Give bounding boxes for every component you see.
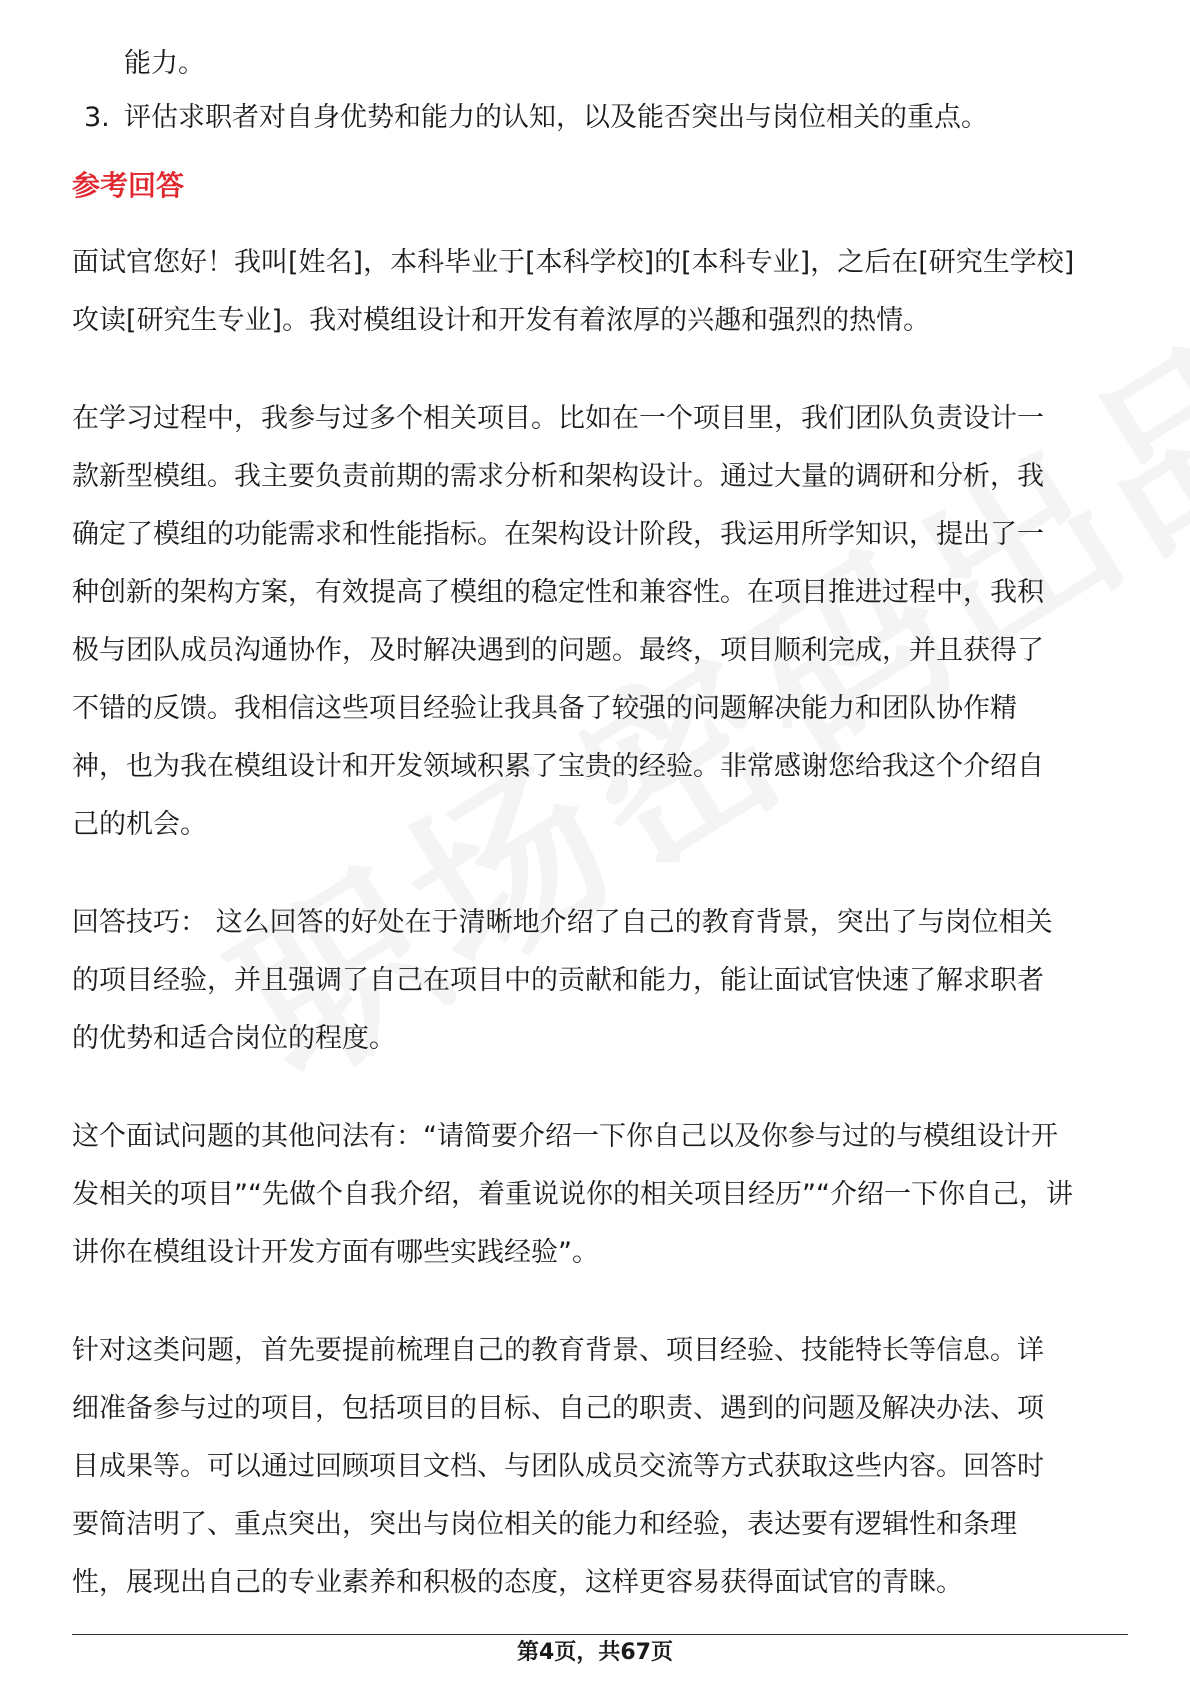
paragraph-line: 性，展现出自己的专业素养和积极的态度，这样更容易获得面试官的青睐。 (72, 1567, 963, 1598)
paragraph-line: 款新型模组。我主要负责前期的需求分析和架构设计。通过大量的调研和分析，我 (72, 461, 1044, 492)
page-content (72, 44, 1128, 1652)
paragraph-line: 不错的反馈。我相信这些项目经验让我具备了较强的问题解决能力和团队协作精 (72, 693, 1017, 724)
paragraph-line: 这个面试问题的其他问法有：“请简要介绍一下你自己以及你参与过的与模组设计开 (72, 1121, 1058, 1152)
paragraph-intro (72, 234, 1128, 350)
paragraph-line: 讲你在模组设计开发方面有哪些实践经验”。 (72, 1237, 599, 1268)
paragraph-line: 攻读[研究生专业]。我对模组设计和开发有着浓厚的兴趣和强烈的热情。 (72, 305, 931, 336)
list-continuation: 能力。 (124, 48, 205, 79)
list-item-text: 评估求职者对自身优势和能力的认知，以及能否突出与岗位相关的重点。 (124, 102, 988, 133)
paragraph-line: 回答技巧： 这么回答的好处在于清晰地介绍了自己的教育背景，突出了与岗位相关 (72, 907, 1053, 938)
paragraph-line: 要简洁明了、重点突出，突出与岗位相关的能力和经验，表达要有逻辑性和条理 (72, 1509, 1017, 1540)
paragraph-alternate-questions (72, 1108, 1128, 1282)
paragraph-line: 极与团队成员沟通协作，及时解决遇到的问题。最终，项目顺利完成，并且获得了 (72, 635, 1044, 666)
paragraph-line: 己的机会。 (72, 809, 207, 840)
paragraph-line: 面试官您好！我叫[姓名]，本科毕业于[本科学校]的[本科专业]，之后在[研究生学校] (72, 247, 1075, 278)
reference-answer-heading: 参考回答 (72, 169, 185, 202)
list-item-number: 3. (84, 102, 110, 133)
paragraph-line: 神，也为我在模组设计和开发领域积累了宝贵的经验。非常感谢您给我这个介绍自 (72, 751, 1044, 782)
footer-divider (72, 1634, 1128, 1635)
paragraph-line: 的项目经验，并且强调了自己在项目中的贡献和能力，能让面试官快速了解求职者 (72, 965, 1044, 996)
paragraph-line: 细准备参与过的项目，包括项目的目标、自己的职责、遇到的问题及解决办法、项 (72, 1393, 1044, 1424)
list-item-3 (72, 98, 1128, 138)
paragraph-preparation-advice (72, 1322, 1128, 1612)
paragraph-line: 种创新的架构方案，有效提高了模组的稳定性和兼容性。在项目推进过程中，我积 (72, 577, 1044, 608)
paragraph-line: 在学习过程中，我参与过多个相关项目。比如在一个项目里，我们团队负责设计一 (72, 403, 1044, 434)
paragraph-line: 确定了模组的功能需求和性能指标。在架构设计阶段，我运用所学知识，提出了一 (72, 519, 1044, 550)
paragraph-answer-tips (72, 894, 1128, 1068)
paragraph-line: 的优势和适合岗位的程度。 (72, 1023, 396, 1054)
paragraph-line: 发相关的项目”“先做个自我介绍，着重说说你的相关项目经历”“介绍一下你自己，讲 (72, 1179, 1073, 1210)
page-number: 第4页，共67页 (517, 1640, 673, 1665)
paragraph-project-experience (72, 390, 1128, 854)
paragraph-line: 目成果等。可以通过回顾项目文档、与团队成员交流等方式获取这些内容。回答时 (72, 1451, 1044, 1482)
paragraph-line: 针对这类问题，首先要提前梳理自己的教育背景、项目经验、技能特长等信息。详 (72, 1335, 1044, 1366)
